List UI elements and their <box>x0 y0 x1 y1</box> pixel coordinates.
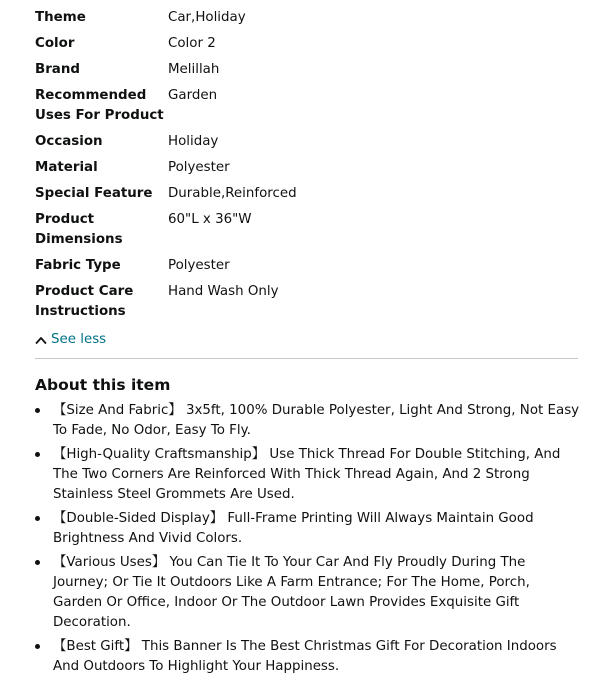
chevron-up-icon <box>35 335 47 345</box>
spec-row-recommended-uses <box>35 86 580 126</box>
spec-row-fabric-type <box>35 256 580 276</box>
about-title: About this item <box>35 376 171 394</box>
see-less-link[interactable] <box>35 330 106 350</box>
spec-row-theme <box>35 8 580 28</box>
bullet-icon <box>35 644 40 649</box>
about-item-text: 【Size And Fabric】 3x5ft, 100% Durable Polyester, Light And Strong, Not Easy To Fade, No Odor, Easy To Fly. <box>53 403 580 438</box>
about-item-text: 【High-Quality Craftsmanship】 Use Thick Thread For Double Stitching, And The Two Corners Are Reinforced With Thick Thread Again, And 2 Strong Stainless Steel Grommets Are Used. <box>53 447 561 502</box>
product-specs-table <box>35 8 580 328</box>
spec-row-product-dimensions <box>35 210 580 250</box>
bullet-icon <box>35 408 40 413</box>
spec-key: Special Feature <box>35 186 153 201</box>
list-item <box>35 445 580 505</box>
spec-key: Brand <box>35 62 80 77</box>
bullet-icon <box>35 560 40 565</box>
spec-row-occasion <box>35 132 580 152</box>
spec-key: Color <box>35 36 75 51</box>
spec-row-brand <box>35 60 580 80</box>
spec-value: Hand Wash Only <box>168 284 279 299</box>
spec-value: Color 2 <box>168 36 216 51</box>
list-item <box>35 637 580 677</box>
spec-row-special-feature <box>35 184 580 204</box>
spec-key: Product Dimensions <box>35 212 123 247</box>
about-list <box>35 401 580 681</box>
bullet-icon <box>35 516 40 521</box>
spec-row-material <box>35 158 580 178</box>
spec-row-product-care <box>35 282 580 322</box>
spec-key: Product Care Instructions <box>35 284 134 319</box>
about-item-text: 【Double-Sided Display】 Full-Frame Printing Will Always Maintain Good Brightness And Vivid Colors. <box>53 511 534 546</box>
spec-value: Holiday <box>168 134 219 149</box>
spec-value: Garden <box>168 88 218 103</box>
bullet-icon <box>35 452 40 457</box>
spec-value: Durable,Reinforced <box>168 186 297 201</box>
list-item <box>35 401 580 441</box>
list-item <box>35 553 580 633</box>
spec-value: Polyester <box>168 258 230 273</box>
spec-key: Occasion <box>35 134 103 149</box>
spec-key: Recommended Uses For Product <box>35 88 164 123</box>
spec-key: Material <box>35 160 98 175</box>
spec-value: Polyester <box>168 160 230 175</box>
spec-key: Fabric Type <box>35 258 121 273</box>
spec-value: 60"L x 36"W <box>168 212 252 227</box>
see-less-label: See less <box>51 332 107 347</box>
spec-row-color <box>35 34 580 54</box>
spec-value: Melillah <box>168 62 220 77</box>
spec-value: Car,Holiday <box>168 10 246 25</box>
about-item-text: 【Various Uses】 You Can Tie It To Your Car And Fly Proudly During The Journey; Or Tie It Outdoors Like A Farm Entrance; For The Home, Porch, Garden Or Office, Indoor Or The Outdoor Lawn Provides Exquisite Gift Decoration. <box>53 555 530 630</box>
list-item <box>35 509 580 549</box>
spec-key: Theme <box>35 10 86 25</box>
section-divider <box>35 358 578 359</box>
about-item-text: 【Best Gift】 This Banner Is The Best Christmas Gift For Decoration Indoors And Outdoors To Highlight Your Happiness. <box>53 639 557 674</box>
